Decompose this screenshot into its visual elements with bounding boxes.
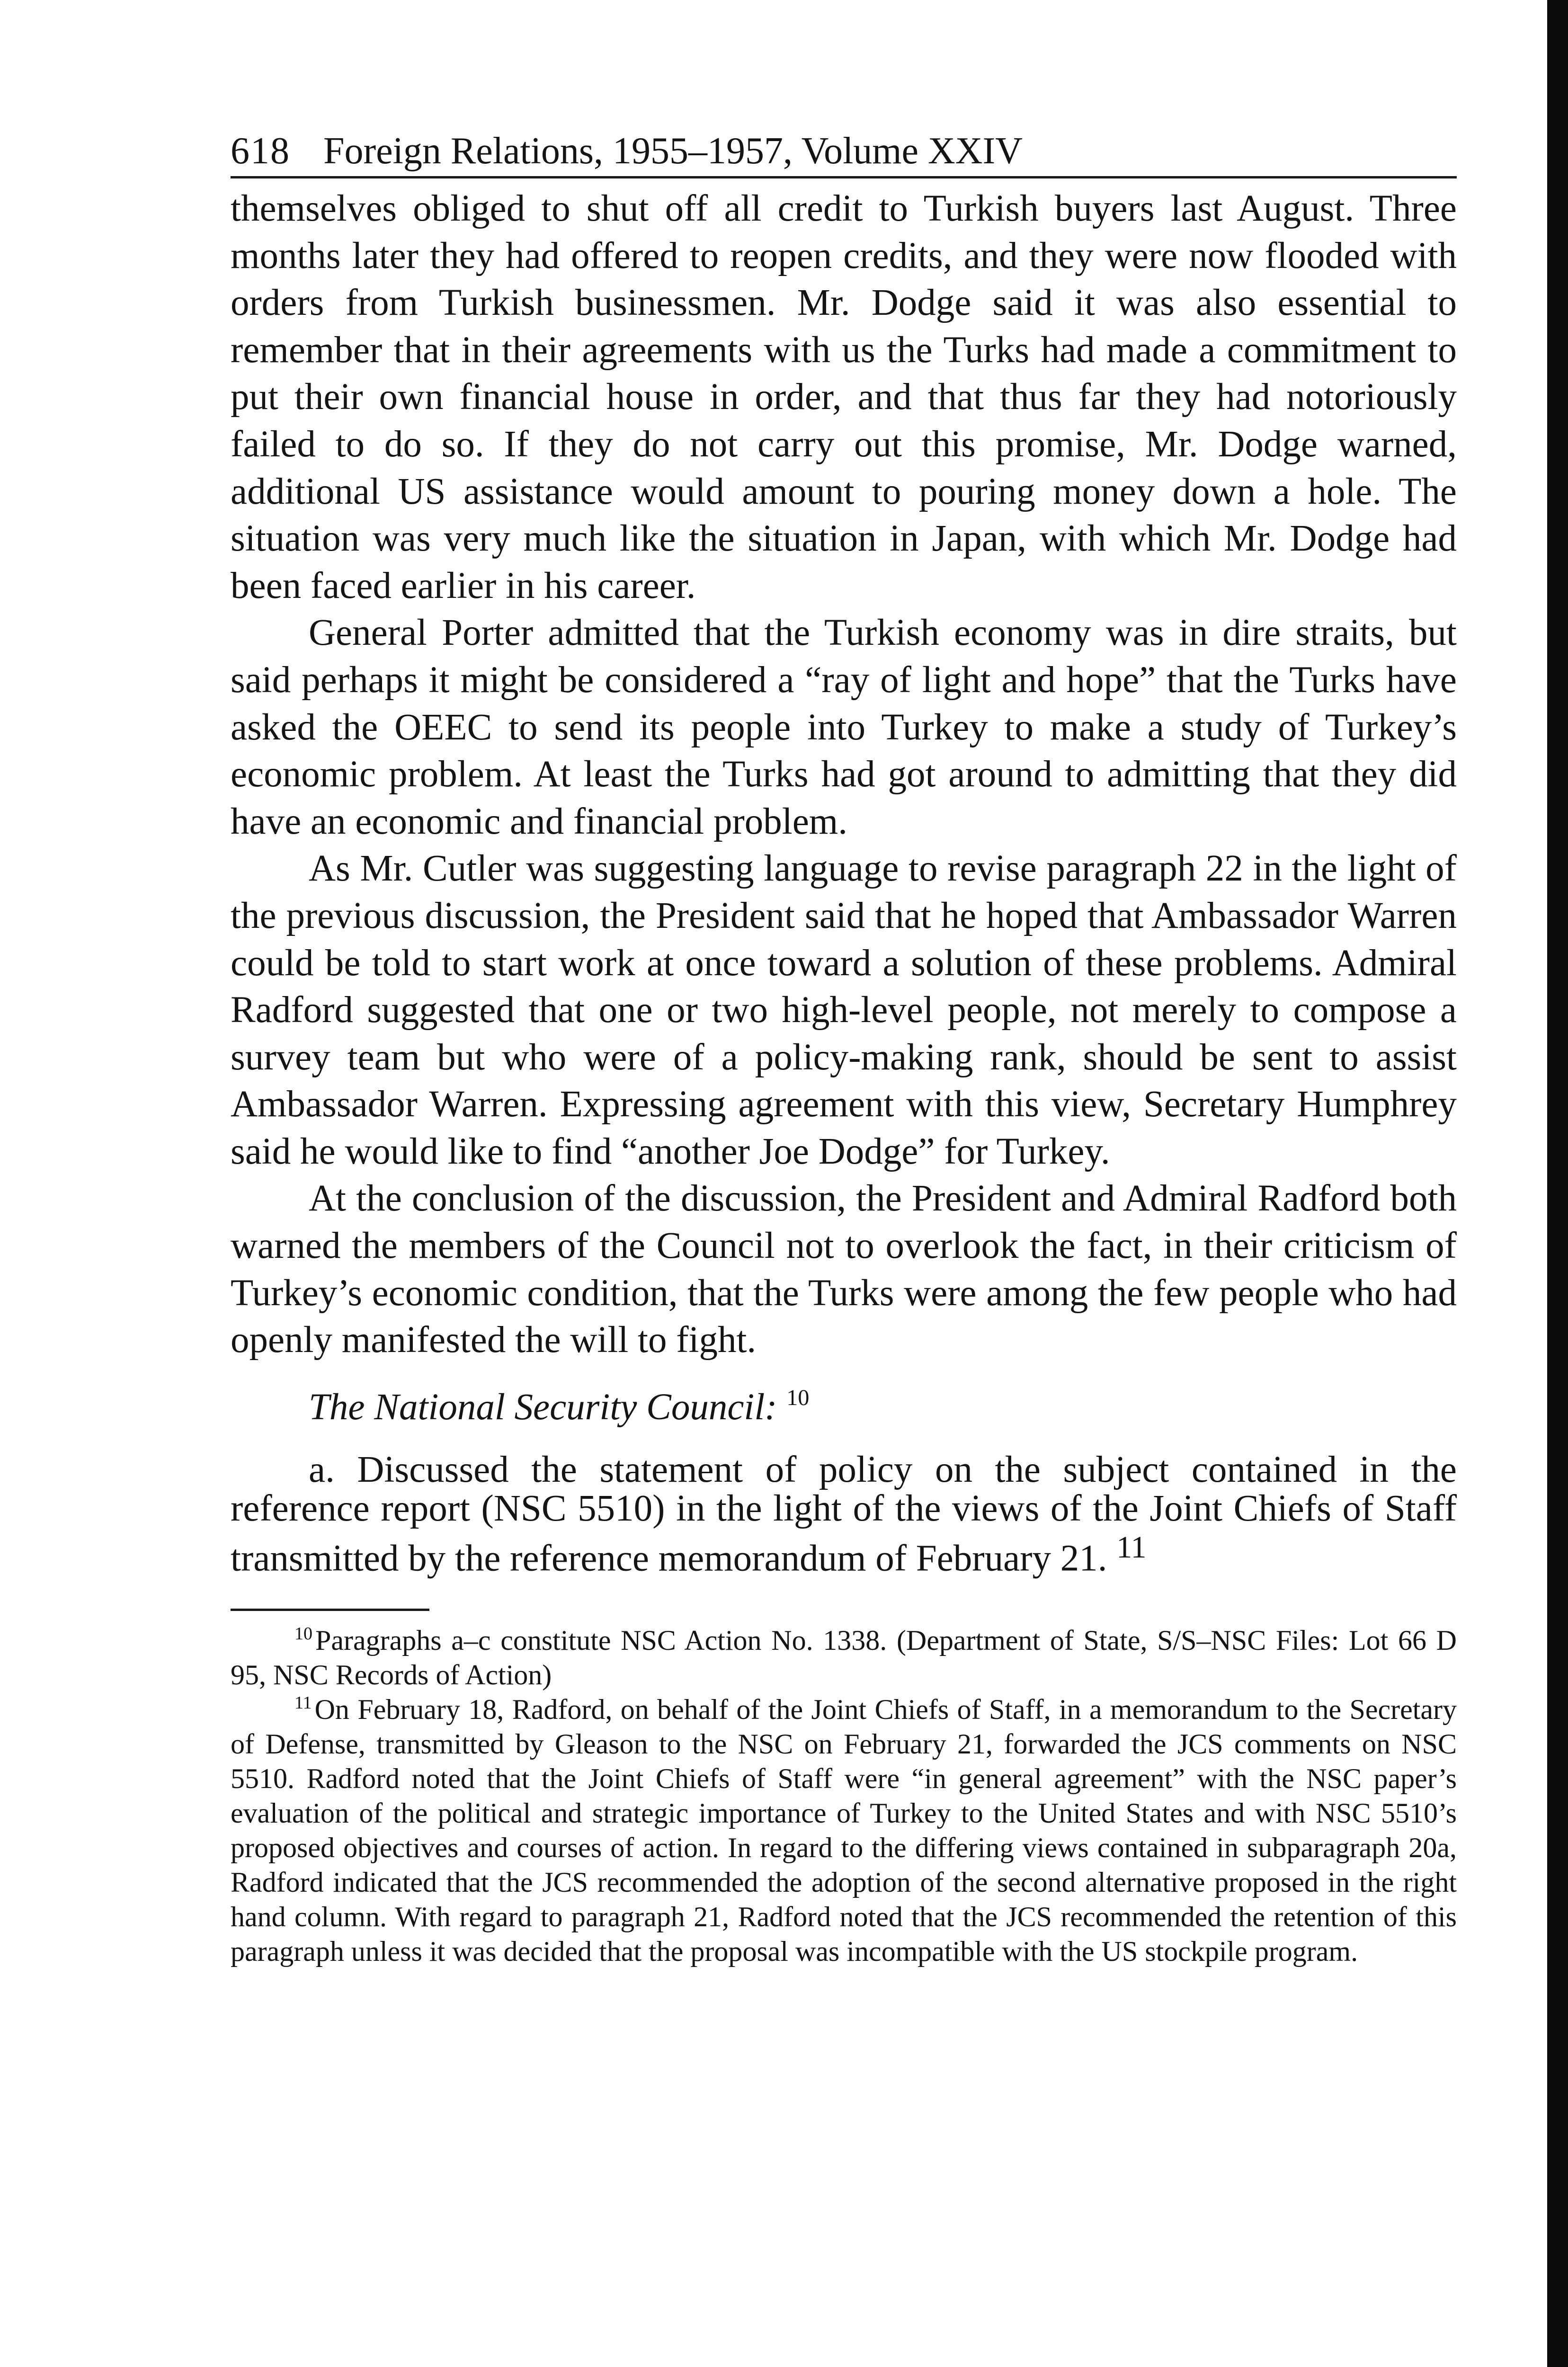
nsc-action-a bbox=[231, 1450, 1457, 1578]
footnote-divider bbox=[231, 1609, 429, 1611]
action-a-paragraph bbox=[231, 1450, 1457, 1578]
paragraph-porter: General Porter admitted that the Turkish economy was in dire straits, but said perhaps it might be considered a “ray of light and hope” that the Turks have asked the OEEC to send its people into Turkey to make a study of Turkey’s economic problem. At least the Turks had got around to admitting that they did have an economic and financial problem. bbox=[231, 612, 1457, 842]
footnote-number: 10 bbox=[294, 1623, 312, 1644]
running-title: Foreign Relations, 1955–1957, Volume XXIV bbox=[323, 130, 1023, 172]
footnote-11 bbox=[231, 1692, 1457, 1969]
document-page bbox=[231, 128, 1457, 1969]
footnote-ref-10: 10 bbox=[786, 1385, 810, 1410]
action-a-text: a. Discussed the statement of policy on the subject contained in the reference report (NSC 5510) in the light of the views of the Joint Chiefs of Staff transmitted by the reference memorandum of February 21. bbox=[231, 1449, 1457, 1579]
footnote-text: Paragraphs a–c constitute NSC Action No. 1338. (Department of State, S/S–NSC Files: Lot 66 D 95, NSC Records of Action) bbox=[231, 1624, 1457, 1691]
footnotes bbox=[231, 1623, 1457, 1969]
footnote-ref-11: 11 bbox=[1116, 1530, 1147, 1565]
footnote-10 bbox=[231, 1623, 1457, 1692]
nsc-heading bbox=[231, 1384, 1457, 1431]
nsc-heading-text: The National Security Council: bbox=[309, 1386, 777, 1428]
body-text bbox=[231, 185, 1457, 1364]
footnote-number: 11 bbox=[294, 1692, 312, 1713]
page-number: 618 bbox=[231, 130, 290, 172]
scan-edge-bar bbox=[1547, 0, 1568, 2367]
paragraph-conclusion: At the conclusion of the discussion, the President and Admiral Radford both warned the members of the Council not to overlook the fact, in their criticism of Turkey’s economic condition, that the Turks were among the few people who had openly manifested the will to fight. bbox=[231, 1178, 1457, 1361]
paragraph-cutler: As Mr. Cutler was suggesting language to revise paragraph 22 in the light of the previous discussion, the President said that he hoped that Ambassador Warren could be told to start work at once toward a solution of these problems. Admiral Radford suggested that one or two high-level people, not merely to compose a survey team but who were of a policy-making rank, should be sent to assist Ambassador Warren. Expressing agreement with this view, Secretary Humphrey said he would like to find “another Joe Dodge” for Turkey. bbox=[231, 848, 1457, 1172]
paragraph-continuation: themselves obliged to shut off all credit to Turkish buyers last August. Three months later they had offered to reopen credits, and they were now flooded with orders from Turkish businessmen. Mr. Dodge said it was also essential to remember that in their agreements with us the Turks had made a commitment to put their own financial house in order, and that thus far they had notoriously failed to do so. If they do not carry out this promise, Mr. Dodge warned, additional US assistance would amount to pouring money down a hole. The situation was very much like the situation in Japan, with which Mr. Dodge had been faced earlier in his career. bbox=[231, 188, 1457, 606]
footnote-text: On February 18, Radford, on behalf of the Joint Chiefs of Staff, in a memorandum to the Secretary of Defense, transmitted by Gleason to the NSC on February 21, forwarded the JCS comments on NSC 5510. Radford noted that the Joint Chiefs of Staff were “in general agreement” with the NSC paper’s evaluation of the political and strategic importance of Turkey to the United States and with NSC 5510’s proposed objectives and courses of action. In regard to the differing views contained in subparagraph 20a, Radford indicated that the JCS recommended the adoption of the second alternative proposed in the right hand column. With regard to paragraph 21, Radford noted that the JCS recommended the retention of this paragraph unless it was decided that the proposal was incompatible with the US stockpile program. bbox=[231, 1693, 1457, 1967]
running-header bbox=[231, 128, 1457, 178]
